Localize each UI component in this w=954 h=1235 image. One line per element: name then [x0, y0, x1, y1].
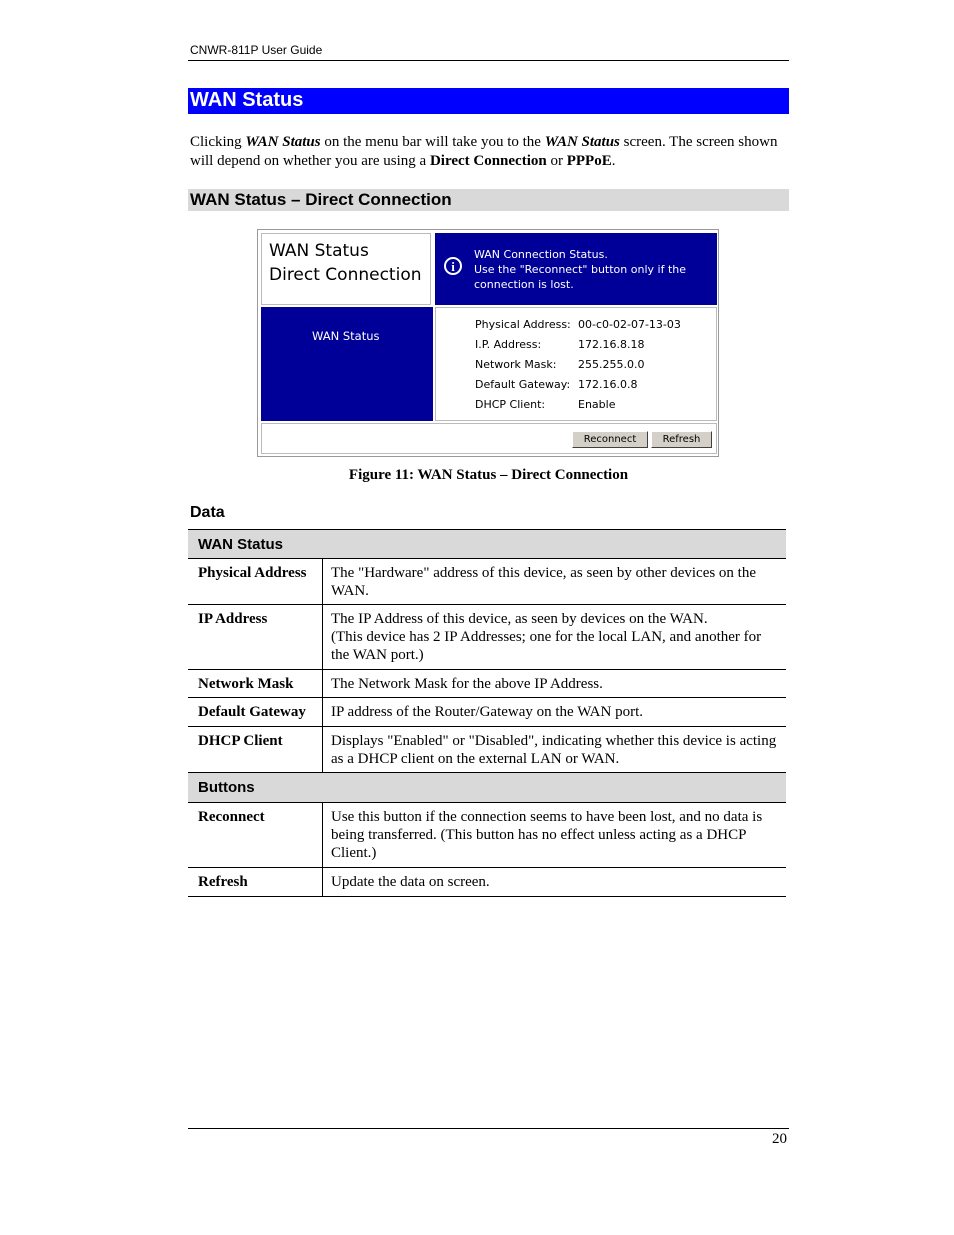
- screen-title-line2: Direct Connection: [269, 265, 422, 285]
- running-header: CNWR-811P User Guide: [190, 43, 323, 57]
- field-value: 00-c0-02-07-13-03: [578, 318, 681, 331]
- field-label: I.P. Address:: [475, 338, 542, 351]
- button-bar: [261, 423, 717, 454]
- row-description: The "Hardware" address of this device, as seen by other devices on the WAN.: [331, 565, 757, 599]
- row-term: IP Address: [198, 611, 268, 627]
- reconnect-button[interactable]: Reconnect: [572, 431, 648, 448]
- row-description: IP address of the Router/Gateway on the WAN port.: [331, 704, 644, 720]
- table-group-header: [188, 773, 786, 803]
- intro-emphasis: WAN Status: [245, 134, 321, 150]
- intro-text: or: [546, 153, 567, 169]
- status-fields-panel: [435, 307, 717, 421]
- message-line1: WAN Connection Status.: [474, 248, 608, 261]
- row-description-line: The IP Address of this device, as seen by devices on the WAN.: [331, 611, 708, 627]
- intro-text: on the menu bar will take you to the: [320, 134, 545, 150]
- subsection-heading-bar: [188, 189, 789, 211]
- table-row: [188, 868, 786, 897]
- table-row: [188, 559, 786, 605]
- data-heading: Data: [190, 504, 225, 521]
- section-heading-bar: [188, 88, 789, 114]
- table-row: [188, 727, 786, 773]
- table-group-header: [188, 529, 786, 559]
- footer-divider: [188, 1128, 789, 1129]
- column-divider: [322, 698, 323, 727]
- row-term: Network Mask: [198, 676, 294, 692]
- column-divider: [322, 670, 323, 698]
- column-divider: [322, 868, 323, 897]
- table-row: [188, 698, 786, 727]
- intro-paragraph: [190, 133, 788, 171]
- intro-bold: Direct Connection: [429, 153, 547, 169]
- field-label: Default Gateway:: [475, 378, 571, 391]
- message-line2: Use the "Reconnect" button only if the: [474, 263, 686, 276]
- table-row: [188, 670, 786, 698]
- intro-emphasis: WAN Status: [544, 134, 620, 150]
- row-term: Reconnect: [198, 809, 265, 825]
- table-row: [188, 605, 786, 670]
- row-description: Displays "Enabled" or "Disabled", indicating whether this device is acting as a DHCP client on the external LAN or WAN.: [331, 733, 777, 767]
- section-title: WAN Status: [190, 89, 304, 111]
- screen-title-box: [261, 233, 431, 305]
- table-row: [188, 803, 786, 868]
- column-divider: [322, 559, 323, 605]
- intro-text: screen. The screen shown will depend on whether you are using a: [190, 134, 778, 169]
- field-value: 255.255.0.0: [578, 358, 645, 371]
- side-panel-label: WAN Status: [312, 329, 380, 343]
- field-value: Enable: [578, 398, 616, 411]
- group-title: Buttons: [198, 779, 255, 796]
- field-label: DHCP Client:: [475, 398, 546, 411]
- row-description: Use this button if the connection seems to have been lost, and no data is being transferred. (This button has no effect unless acting as a DHCP Client.): [331, 809, 763, 861]
- wan-status-screenshot: [257, 229, 719, 457]
- intro-bold: PPPoE: [566, 153, 612, 169]
- field-value: 172.16.8.18: [578, 338, 645, 351]
- message-line3: connection is lost.: [474, 278, 574, 291]
- row-description-line: (This device has 2 IP Addresses; one for the local LAN, and another for the WAN port.): [331, 629, 762, 663]
- row-description: [331, 610, 781, 664]
- field-value: 172.16.0.8: [578, 378, 638, 391]
- info-icon: i: [444, 257, 462, 275]
- header-divider: [188, 60, 789, 61]
- field-label: Physical Address:: [475, 318, 571, 331]
- intro-text: .: [611, 153, 616, 169]
- field-label: Network Mask:: [475, 358, 557, 371]
- screen-title-line1: WAN Status: [269, 241, 369, 261]
- group-title: WAN Status: [198, 536, 284, 553]
- subsection-title: WAN Status – Direct Connection: [190, 190, 452, 209]
- row-term: Default Gateway: [198, 704, 306, 720]
- column-divider: [322, 605, 323, 670]
- intro-text: Clicking: [190, 134, 246, 150]
- row-term: DHCP Client: [198, 733, 283, 749]
- status-message-panel: [435, 233, 717, 305]
- row-description: The Network Mask for the above IP Address.: [331, 676, 603, 692]
- page-number: 20: [772, 1131, 787, 1147]
- side-panel: [261, 307, 433, 421]
- figure-caption: Figure 11: WAN Status – Direct Connection: [348, 467, 629, 483]
- refresh-button[interactable]: Refresh: [651, 431, 712, 448]
- row-term: Physical Address: [198, 565, 307, 581]
- column-divider: [322, 803, 323, 868]
- row-description: Update the data on screen.: [331, 874, 490, 890]
- column-divider: [322, 727, 323, 773]
- row-term: Refresh: [198, 874, 248, 890]
